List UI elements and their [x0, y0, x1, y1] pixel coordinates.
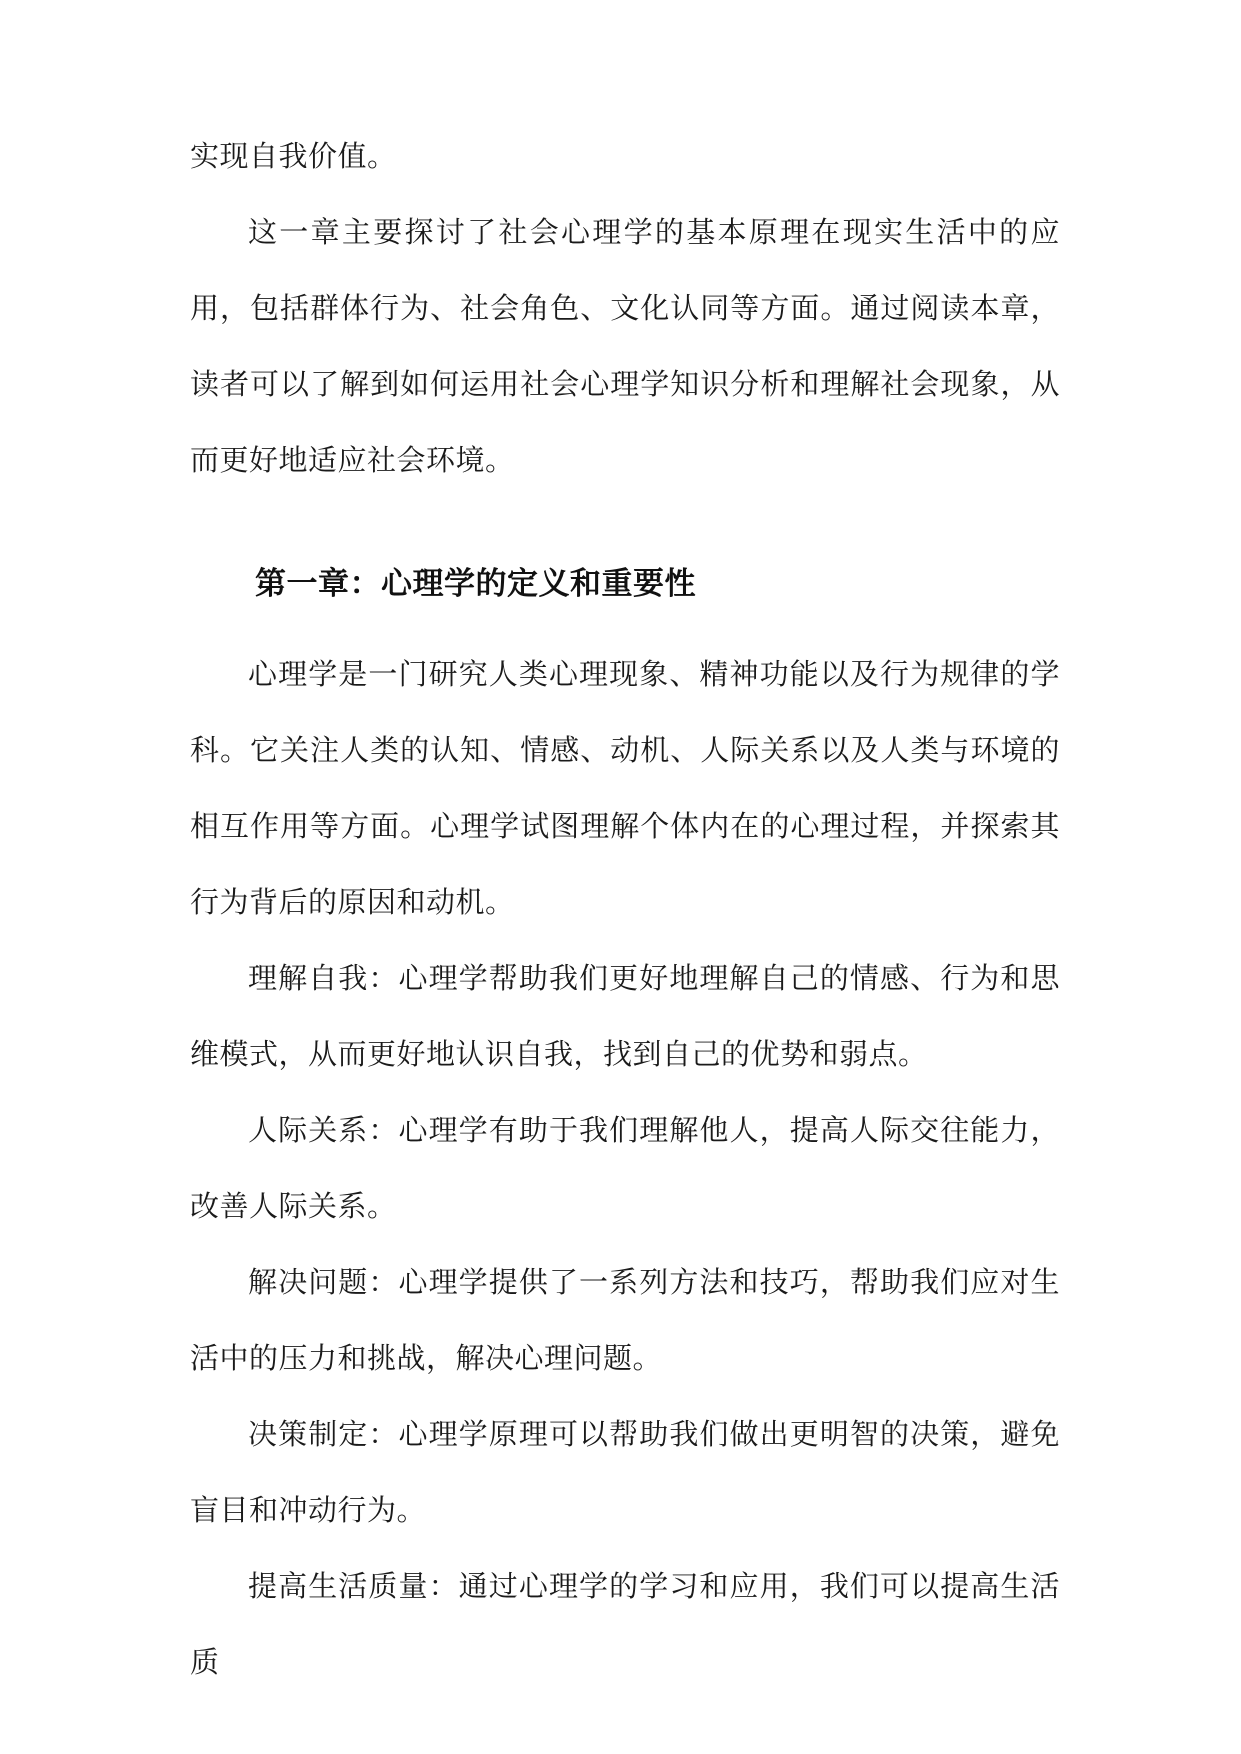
- paragraph-problem-solving: 解决问题：心理学提供了一系列方法和技巧，帮助我们应对生活中的压力和挑战，解决心理问题。: [190, 1265, 1060, 1375]
- paragraph-decision-making: 决策制定：心理学原理可以帮助我们做出更明智的决策，避免盲目和冲动行为。: [190, 1417, 1060, 1527]
- paragraph-understand-self: 理解自我：心理学帮助我们更好地理解自己的情感、行为和思维模式，从而更好地认识自我，找到自己的优势和弱点。: [190, 961, 1060, 1071]
- paragraph-relationships: 人际关系：心理学有助于我们理解他人，提高人际交往能力，改善人际关系。: [190, 1113, 1060, 1223]
- chapter-title: 第一章：心理学的定义和重要性: [255, 566, 696, 602]
- intro-section: [190, 118, 1060, 498]
- chapter-body: [190, 636, 1060, 1700]
- intro-continuation: 实现自我价值。: [190, 139, 397, 173]
- paragraph-definition: 心理学是一门研究人类心理现象、精神功能以及行为规律的学科。它关注人类的认知、情感、动机、人际关系以及人类与环境的相互作用等方面。心理学试图理解个体内在的心理过程，并探索其行为背后的原因和动机。: [190, 657, 1060, 919]
- paragraph-quality-of-life: 提高生活质量：通过心理学的学习和应用，我们可以提高生活质: [190, 1569, 1060, 1679]
- intro-summary: 这一章主要探讨了社会心理学的基本原理在现实生活中的应用，包括群体行为、社会角色、文化认同等方面。通过阅读本章，读者可以了解到如何运用社会心理学知识分析和理解社会现象，从而更好地适应社会环境。: [190, 215, 1060, 477]
